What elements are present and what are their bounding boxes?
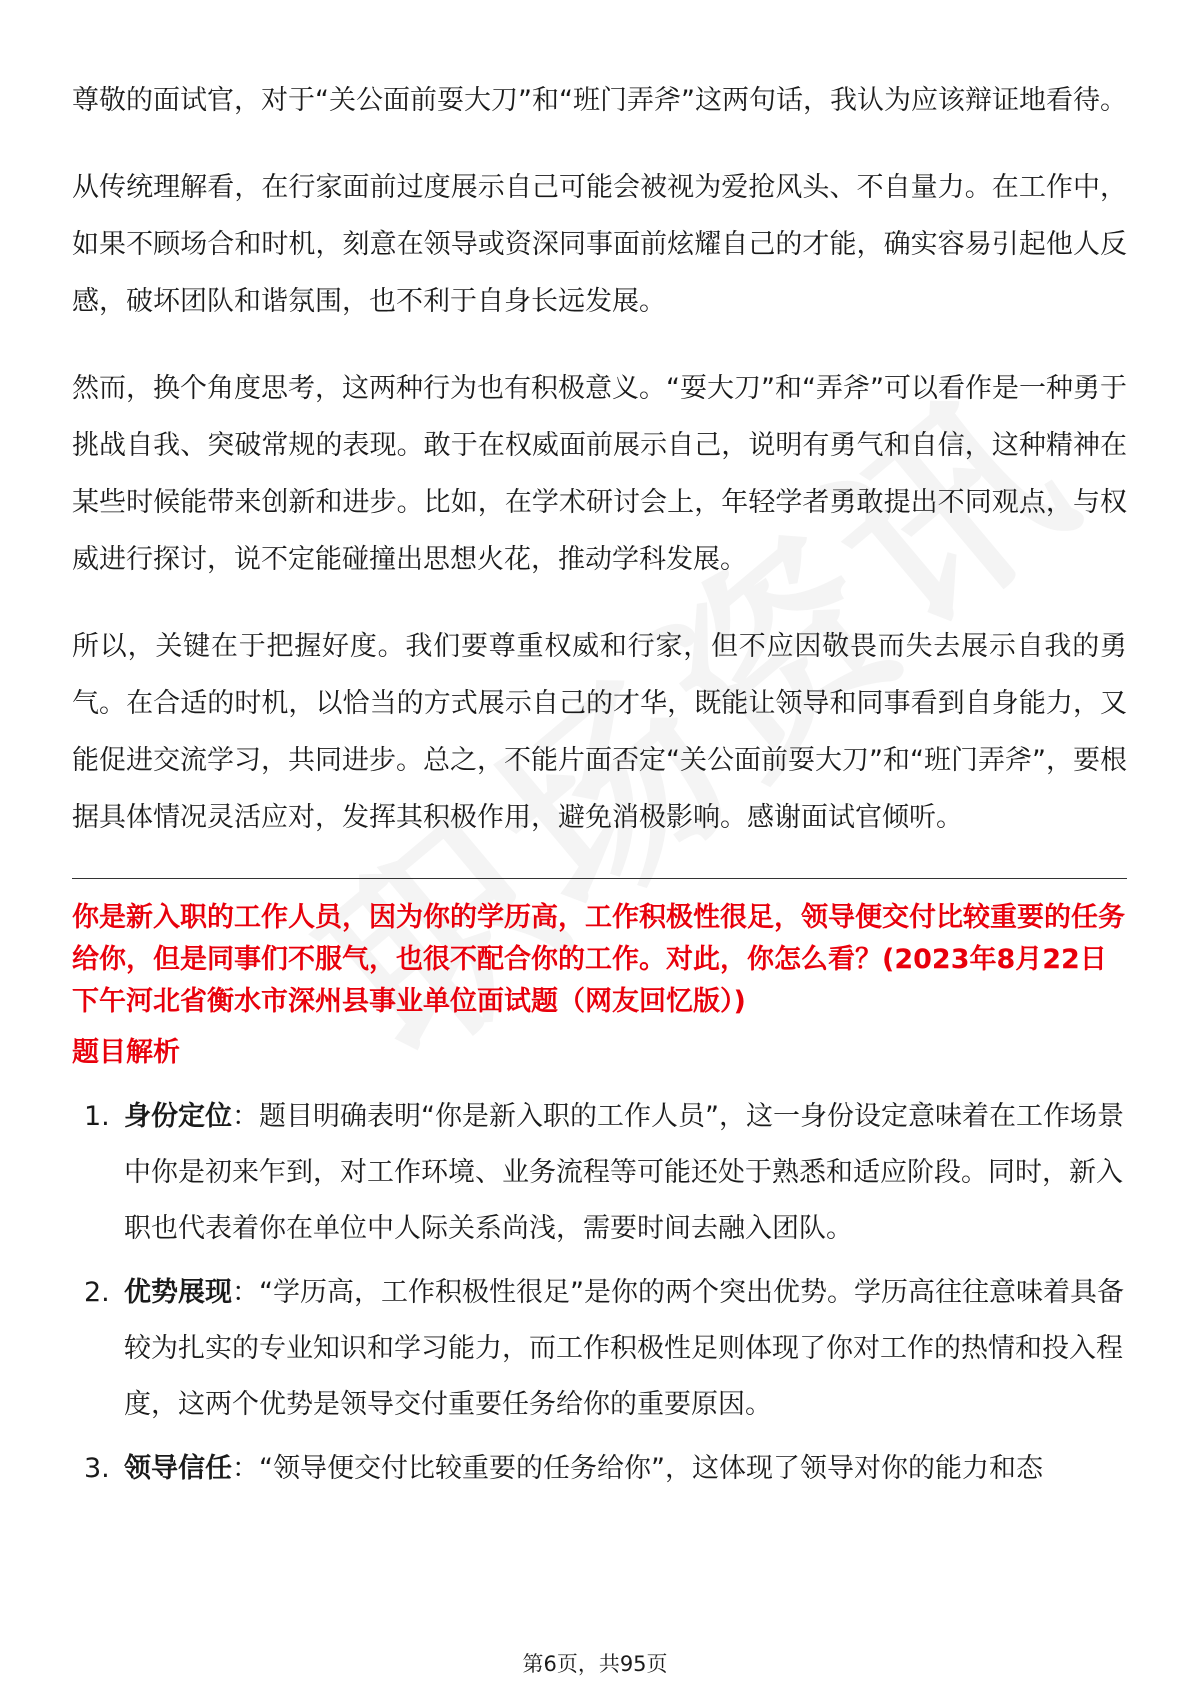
paragraph: 从传统理解看，在行家面前过度展示自己可能会被视为爱抢风头、不自量力。在工作中，如果不顾场合和时机，刻意在领导或资深同事面前炫耀自己的才能，确实容易引起他人反感，破坏团队和谐氛围，也不利于自身长远发展。 bbox=[72, 172, 1127, 317]
list-item-text bbox=[124, 1089, 1127, 1257]
paragraph: 所以，关键在于把握好度。我们要尊重权威和行家，但不应因敬畏而失去展示自我的勇气。在合适的时机，以恰当的方式展示自己的才华，既能让领导和同事看到自身能力，又能促进交流学习，共同进步。总之，不能片面否定“关公面前耍大刀”和“班门弄斧”，要根据具体情况灵活应对，发挥其积极作用，避免消极影响。感谢面试官倾听。 bbox=[72, 631, 1127, 833]
question-heading: 你是新入职的工作人员，因为你的学历高，工作积极性很足，领导便交付比较重要的任务给你，但是同事们不服气，也很不配合你的工作。对此，你怎么看？(2023年8月22日下午河北省衡水市深州县事业单位面试题（网友回忆版）) bbox=[72, 902, 1125, 1017]
list-item-body: ：题目明确表明“你是新入职的工作人员”，这一身份设定意味着在工作场景中你是初来乍到，对工作环境、业务流程等可能还处于熟悉和适应阶段。同时，新入职也代表着你在单位中人际关系尚浅，需要时间去融入团队。 bbox=[124, 1101, 1124, 1244]
analysis-list bbox=[72, 1089, 1127, 1497]
list-item-lead: 身份定位 bbox=[124, 1101, 232, 1132]
list-item bbox=[72, 1089, 1127, 1257]
paragraph: 尊敬的面试官，对于“关公面前耍大刀”和“班门弄斧”这两句话，我认为应该辩证地看待。 bbox=[72, 85, 1127, 116]
page-footer: 第6页，共95页 bbox=[522, 1652, 668, 1676]
analysis-title: 题目解析 bbox=[72, 1037, 180, 1068]
document-body bbox=[72, 72, 1127, 1505]
section-divider bbox=[72, 878, 1127, 879]
list-number: 1. bbox=[84, 1101, 110, 1132]
paragraph: 然而，换个角度思考，这两种行为也有积极意义。“耍大刀”和“弄斧”可以看作是一种勇于挑战自我、突破常规的表现。敢于在权威面前展示自己，说明有勇气和自信，这种精神在某些时候能带来创新和进步。比如，在学术研讨会上，年轻学者勇敢提出不同观点，与权威进行探讨，说不定能碰撞出思想火花，推动学科发展。 bbox=[72, 373, 1127, 575]
list-item bbox=[72, 1265, 1127, 1433]
list-item-body: ：“学历高，工作积极性很足”是你的两个突出优势。学历高往往意味着具备较为扎实的专业知识和学习能力，而工作积极性足则体现了你对工作的热情和投入程度，这两个优势是领导交付重要任务给你的重要原因。 bbox=[124, 1277, 1124, 1420]
list-item-text bbox=[124, 1265, 1127, 1433]
list-item-text bbox=[124, 1441, 1127, 1497]
list-item-lead: 领导信任 bbox=[124, 1453, 232, 1484]
list-number: 3. bbox=[84, 1453, 110, 1484]
list-number: 2. bbox=[84, 1277, 110, 1308]
list-item-body: ：“领导便交付比较重要的任务给你”，这体现了领导对你的能力和态 bbox=[232, 1453, 1043, 1484]
list-item-lead: 优势展现 bbox=[124, 1277, 232, 1308]
list-item bbox=[72, 1441, 1127, 1497]
